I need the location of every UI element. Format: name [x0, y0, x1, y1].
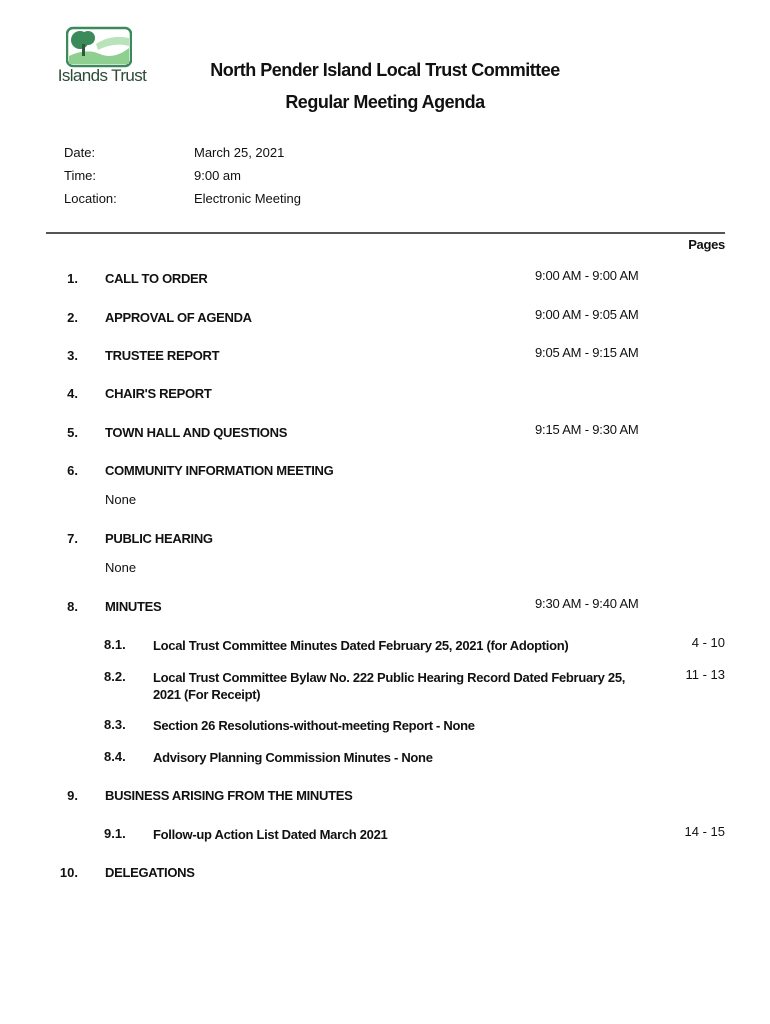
agenda-item-number: 10. — [59, 865, 78, 880]
agenda-item-number: 7. — [67, 531, 78, 546]
pages-column-header: Pages — [688, 237, 725, 252]
agenda-item-number: 1. — [67, 271, 78, 286]
agenda-subitem-pages: 14 - 15 — [684, 824, 725, 839]
location-label: Location: — [64, 191, 117, 206]
agenda-item-time: 9:00 AM - 9:05 AM — [535, 307, 639, 322]
agenda-item-title: BUSINESS ARISING FROM THE MINUTES — [105, 788, 353, 803]
date-label: Date: — [64, 145, 96, 160]
agenda-item-time: 9:30 AM - 9:40 AM — [535, 596, 639, 611]
logo-text: Islands Trust — [57, 66, 147, 85]
agenda-item-title: TOWN HALL AND QUESTIONS — [105, 425, 288, 440]
agenda-subitem-title: Follow-up Action List Dated March 2021 — [153, 827, 388, 842]
agenda-subitem-number: 9.1. — [104, 826, 126, 841]
agenda-item-number: 9. — [67, 788, 78, 803]
agenda-subitem-number: 8.2. — [104, 669, 126, 684]
agenda-item-time: 9:05 AM - 9:15 AM — [535, 345, 639, 360]
agenda-subitem-number: 8.4. — [104, 749, 126, 764]
agenda-item-title: MINUTES — [105, 599, 162, 614]
document-subtitle: Regular Meeting Agenda — [285, 92, 485, 112]
time-value: 9:00 am — [194, 168, 241, 183]
agenda-item-title: DELEGATIONS — [105, 865, 195, 880]
agenda-item-number: 5. — [67, 425, 78, 440]
agenda-item-number: 8. — [67, 599, 78, 614]
agenda-item-time: 9:15 AM - 9:30 AM — [535, 422, 639, 437]
agenda-subitem-number: 8.3. — [104, 717, 126, 732]
agenda-item-number: 2. — [67, 310, 78, 325]
agenda-subitem-title: Section 26 Resolutions-without-meeting Report - None — [153, 718, 475, 733]
agenda-subitem-title: Local Trust Committee Bylaw No. 222 Public Hearing Record Dated February 25, 2021 (For Receipt) — [153, 670, 626, 702]
agenda-item-title: COMMUNITY INFORMATION MEETING — [105, 463, 334, 478]
agenda-item-title: PUBLIC HEARING — [105, 531, 213, 546]
agenda-item-time: 9:00 AM - 9:00 AM — [535, 268, 639, 283]
agenda-subitem-title: Advisory Planning Commission Minutes - None — [153, 750, 433, 765]
agenda-item-title: CHAIR'S REPORT — [105, 386, 212, 401]
agenda-item-number: 6. — [67, 463, 78, 478]
date-value: March 25, 2021 — [194, 145, 285, 160]
agenda-subitem-pages: 11 - 13 — [685, 667, 725, 682]
header-divider — [46, 232, 725, 234]
agenda-item-title: CALL TO ORDER — [105, 271, 208, 286]
agenda-item-number: 3. — [67, 348, 78, 363]
agenda-item-number: 4. — [67, 386, 78, 401]
agenda-item-note: None — [105, 560, 137, 575]
time-label: Time: — [64, 168, 97, 183]
agenda-item-note: None — [105, 492, 137, 507]
agenda-subitem-title: Local Trust Committee Minutes Dated February 25, 2021 (for Adoption) — [153, 638, 569, 653]
agenda-subitem-number: 8.1. — [104, 637, 126, 652]
agenda-subitem-pages: 4 - 10 — [691, 635, 725, 650]
document-title: North Pender Island Local Trust Committee — [210, 60, 560, 80]
location-value: Electronic Meeting — [194, 191, 301, 206]
agenda-item-title: APPROVAL OF AGENDA — [105, 310, 252, 325]
agenda-item-title: TRUSTEE REPORT — [105, 348, 220, 363]
